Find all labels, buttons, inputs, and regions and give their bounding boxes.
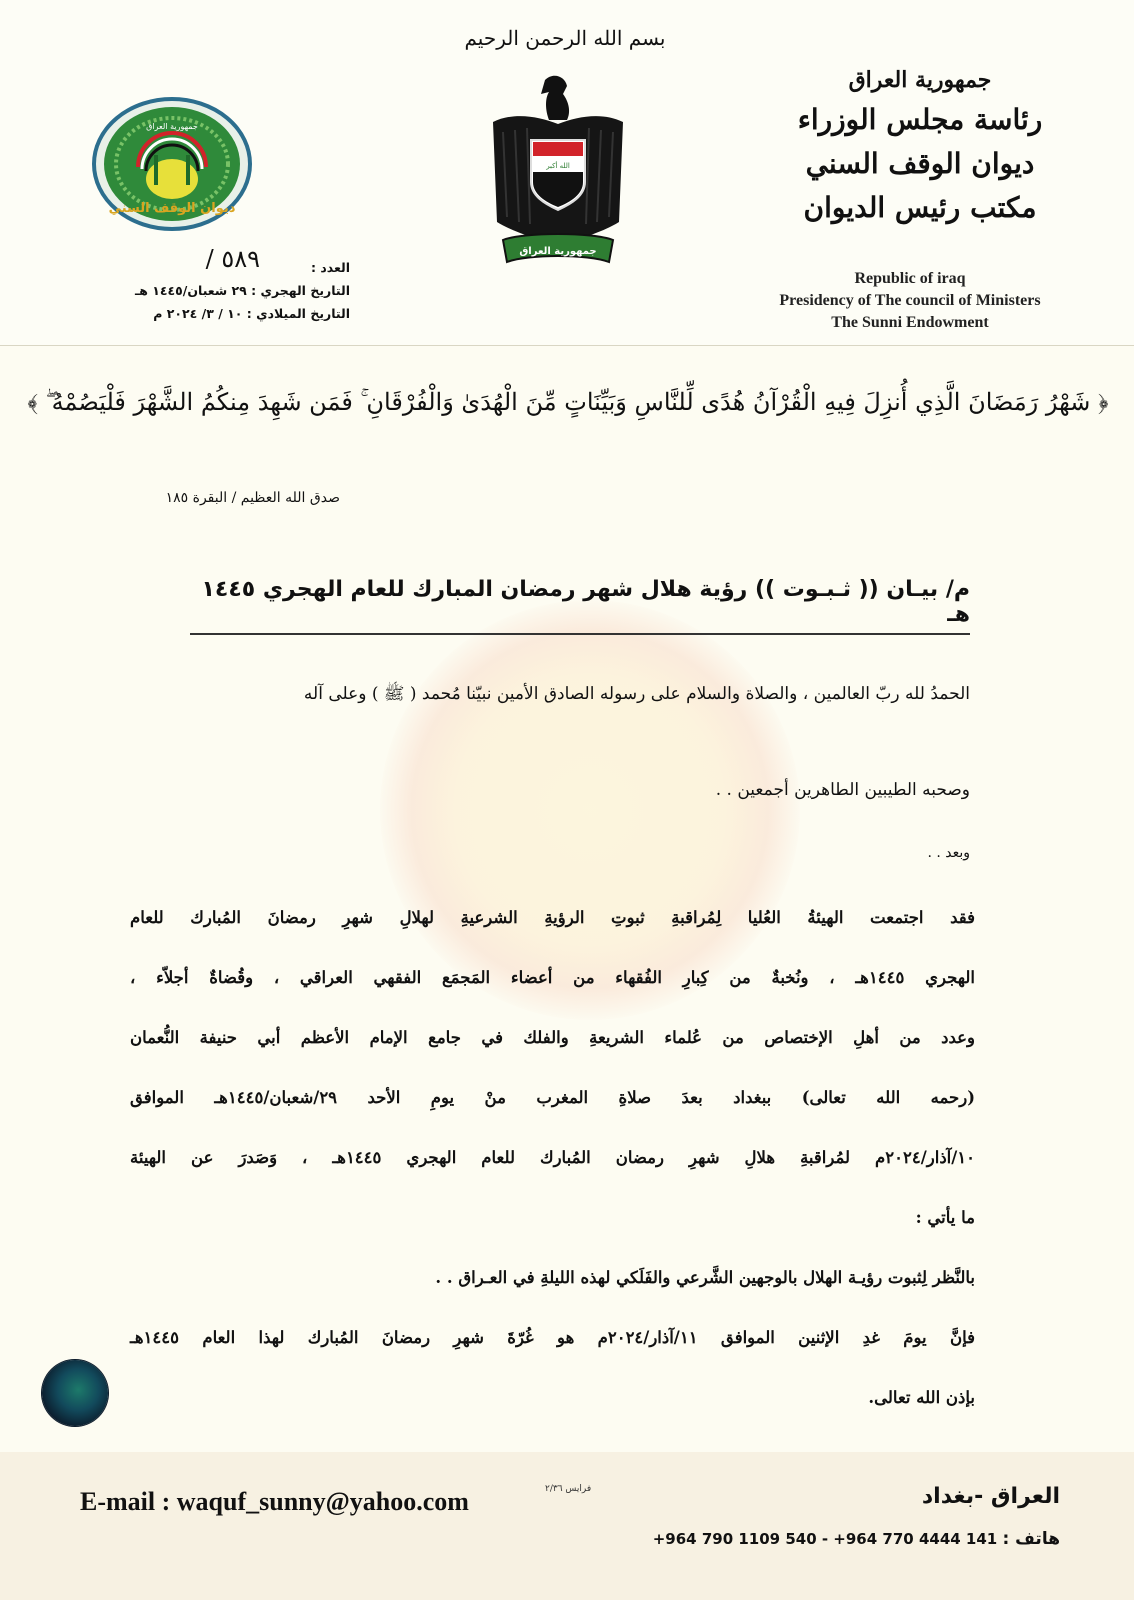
opening-line: الحمدُ لله ربّ العالمين ، والصلاة والسلام على رسوله الصادق الأمين نبيّنا مُحمد ( ﷺ ) وعلى آله: [303, 684, 970, 704]
letterhead-line: جمهورية العراق: [848, 67, 992, 93]
body-line: بالنَّظر لِثبوت رؤيـة الهلال بالوجهين الشَّرعي والفَلَكي لهذه الليلةِ في العـراق . .: [435, 1268, 975, 1287]
statement-title: م/ بيـان (( ثـبـوت )) رؤية هلال شهر رمضان المبارك للعام الهجري ١٤٤٥ هـ: [190, 577, 970, 635]
letterhead-line: The Sunni Endowment: [831, 314, 989, 331]
verse-reference: صدق الله العظيم / البقرة ١٨٥: [165, 490, 340, 506]
statement-body: [130, 888, 975, 1428]
gregorian-date-value: ١٠ / ٣/ ٢٠٢٤ م: [153, 306, 243, 321]
number-label: العدد :: [310, 260, 350, 275]
body-line: فقد اجتمعت الهيئةُ العُليا لِمُراقبةِ ثبوتِ الرؤيةِ الشرعيةِ لهلالِ شهرِ رمضانَ المُبارك للعام: [130, 908, 975, 927]
header-divider: [0, 345, 1134, 346]
logo-top-text: جمهورية العراق: [146, 122, 198, 131]
basmala: بسم الله الرحمن الرحيم: [464, 26, 666, 50]
letterhead-line: ديوان الوقف السني: [805, 147, 1035, 180]
letterhead-line: مكتب رئيس الديوان: [803, 191, 1037, 224]
after-greeting: وبعد . .: [927, 845, 970, 861]
body-line: ١٠/آذار/٢٠٢٤م لمُراقبةِ هلالِ شهرِ رمضان المُبارك للعام الهجري ١٤٤٥هـ ، وَصَدرَ عن الهيئة: [130, 1148, 976, 1167]
iraq-emblem-icon: [483, 72, 633, 267]
body-line: (رحمه الله تعالى) ببغداد بعدَ صلاةِ المغرب منْ يومِ الأحد ٢٩/شعبان/١٤٤٥هـ الموافق: [130, 1088, 976, 1107]
reference-block: [80, 256, 350, 325]
address: العراق -بغداد: [921, 1484, 1060, 1509]
english-letterhead: [740, 268, 1080, 334]
gregorian-date-label: التاريخ الميلادي :: [246, 306, 350, 321]
body-line: الهجري ١٤٤٥هـ ، ونُخبةٌ من كِبارِ الفُقهاء من أعضاء المَجمَع الفقهي العراقي ، وقُضاةٌ أجلاّء ،: [130, 968, 975, 987]
letterhead-line: رئاسة مجلس الوزراء: [797, 103, 1043, 136]
footer: [0, 1452, 1134, 1600]
logo-bottom-text: ديوان الوقف السني: [108, 201, 236, 216]
phone-row: [600, 1529, 1060, 1549]
phone-numbers: +964 790 1109 540 - +964 770 4444 141: [652, 1530, 998, 1548]
body-line: وعدد من أهلِ الإختصاص من عُلماء الشريعةِ والفلك في جامع الإمام الأعظم أبي حنيفة النُّعمان: [130, 1028, 975, 1047]
body-line: فإنَّ يومَ غدِ الإثنين الموافق ١١/آذار/٢٠٢٤م هو غُرّةَ شهرِ رمضانَ المُبارك لهذا العام ١٤٤٥هـ: [130, 1328, 975, 1347]
sunni-endowment-logo-icon: [92, 97, 252, 232]
opening-line: وصحبه الطيبين الطاهرين أجمعين . .: [715, 780, 970, 800]
emblem-banner-text: جمهورية العراق: [519, 246, 597, 257]
form-code: فرايس ٢/٣٦: [545, 1484, 592, 1494]
quran-verse: ﴿ شَهْرُ رَمَضَانَ الَّذِي أُنزِلَ فِيهِ الْقُرْآنُ هُدًى لِّلنَّاسِ وَبَيِّنَاتٍ مِّنَ الْهُدَىٰ وَالْفُرْقَانِ ۚ فَمَن شَهِدَ مِنكُمُ الشَّهْرَ فَلْيَصُمْهُ ۖ ﴾: [27, 388, 1109, 416]
body-line: ما يأتي :: [915, 1208, 975, 1227]
hijri-date-label: التاريخ الهجري :: [251, 283, 350, 298]
reference-number: ٥٨٩ /: [205, 245, 260, 273]
body-line: بإذن الله تعالى.: [868, 1388, 975, 1407]
shield-text: الله أكبر: [546, 162, 570, 170]
arabic-letterhead: [770, 62, 1070, 230]
phone-label: هاتف :: [1002, 1529, 1060, 1549]
hijri-date-value: ٢٩ شعبان/١٤٤٥ هـ: [134, 283, 247, 298]
official-stamp-icon: [42, 1360, 108, 1426]
letterhead-line: Presidency of The council of Ministers: [779, 292, 1041, 309]
letterhead-line: Republic of iraq: [854, 270, 966, 287]
email-address: E-mail : waquf_sunny@yahoo.com: [80, 1487, 469, 1516]
